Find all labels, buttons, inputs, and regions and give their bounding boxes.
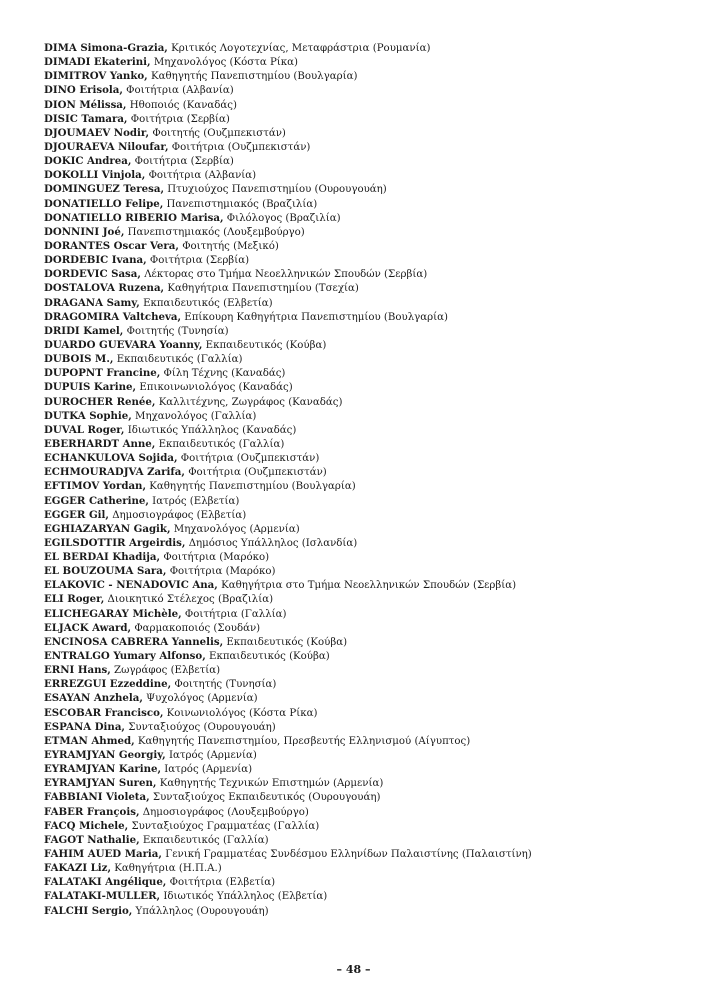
list-item: [44, 380, 684, 394]
entry-description: Γενική Γραμματέας Συνδέσμου Ελληνίδων Παλαιστίνης (Παλαιστίνη): [165, 849, 532, 861]
entry-description: Φοιτήτρια (Μαρόκο): [163, 552, 270, 564]
entry-name: DUTKA Sophie,: [44, 409, 132, 422]
list-item: [44, 635, 684, 649]
entry-description: Καθηγητής Τεχνικών Επιστημών (Αρμενία): [159, 778, 384, 790]
entry-name: FALATAKI Angélique,: [44, 876, 167, 889]
entry-description: Καθηγητής Πανεπιστημίου (Βουλγαρία): [149, 481, 356, 493]
entry-name: FABER François,: [44, 805, 140, 818]
entry-description: Υπάλληλος (Ουρουγουάη): [135, 905, 269, 917]
entry-description: Μηχανολόγος (Κόστα Ρίκα): [153, 57, 299, 69]
list-item: [44, 536, 684, 550]
list-item: [44, 182, 684, 196]
list-item: [44, 607, 684, 621]
entry-name: EGGER Gil,: [44, 508, 109, 521]
entry-name: EFTIMOV Yordan,: [44, 480, 146, 493]
entry-name: ECHMOURADJVA Zarifa,: [44, 466, 185, 479]
entry-name: ELI Roger,: [44, 593, 105, 606]
list-item: [44, 621, 684, 635]
entry-description: Φαρμακοποιός (Σουδάν): [134, 622, 261, 634]
entry-name: EGILSDOTTIR Argeirdis,: [44, 536, 186, 549]
entry-name: DRAGANA Samy,: [44, 296, 140, 309]
entry-name: DOMINGUEZ Teresa,: [44, 183, 165, 196]
entry-description: Καθηγητής Πανεπιστημίου (Βουλγαρία): [150, 71, 358, 83]
list-item: [44, 805, 684, 819]
list-item: [44, 748, 684, 762]
entry-description: Ιατρός (Αρμενία): [168, 750, 257, 762]
entry-name: DJOUMAEV Nodir,: [44, 126, 150, 139]
entry-name: DION Mélissa,: [44, 98, 127, 111]
entry-name: FACQ Michele,: [44, 819, 129, 832]
entry-description: Εκπαιδευτικός (Κούβα): [226, 636, 348, 648]
list-item: [44, 267, 684, 281]
list-item: [44, 451, 684, 465]
list-item: [44, 479, 684, 493]
list-item: [44, 889, 684, 903]
entry-name: ESCOBAR Francisco,: [44, 706, 164, 719]
list-item: [44, 83, 684, 97]
entry-name: DUBOIS M.,: [44, 353, 114, 366]
entry-description: Φίλη Τέχνης (Καναδάς): [163, 368, 286, 380]
entry-name: DOSTALOVA Ruzena,: [44, 282, 165, 295]
list-item: [44, 904, 684, 918]
entry-description: Φοιτητής (Τυνησία): [174, 679, 277, 691]
entry-name: DUARDO GUEVARA Yoanny,: [44, 338, 203, 351]
entry-name: DORDEVIC Sasa,: [44, 268, 141, 281]
entry-name: ENCINOSA CABRERA Yannelis,: [44, 635, 224, 648]
entry-description: Ψυχολόγος (Αρμενία): [146, 693, 258, 705]
name-list: [44, 41, 684, 918]
entry-description: Εκπαιδευτικός (Ελβετία): [143, 297, 273, 309]
list-item: [44, 437, 684, 451]
entry-description: Δημόσιος Υπάλληλος (Ισλανδία): [188, 537, 358, 549]
entry-name: FALATAKI-MULLER,: [44, 890, 161, 903]
entry-name: DINO Erisola,: [44, 84, 123, 97]
list-item: [44, 366, 684, 380]
list-item: [44, 395, 684, 409]
entry-name: DUROCHER Renée,: [44, 395, 156, 408]
entry-description: Εκπαιδευτικός (Γαλλία): [158, 438, 285, 450]
entry-description: Διοικητικό Στέλεχος (Βραζιλία): [107, 594, 274, 606]
list-item: [44, 338, 684, 352]
page-number: – 48 –: [336, 963, 371, 976]
list-item: [44, 508, 684, 522]
entry-description: Επικοινωνιολόγος (Καναδάς): [139, 382, 293, 394]
entry-description: Εκπαιδευτικός (Γαλλία): [142, 834, 269, 846]
entry-description: Φοιτήτρια (Μαρόκο): [169, 566, 276, 578]
list-item: [44, 663, 684, 677]
entry-description: Καθηγήτρια στο Τμήμα Νεοελληνικών Σπουδών (Σερβία): [221, 580, 517, 592]
entry-description: Συνταξιούχος (Ουρουγουάη): [128, 721, 276, 733]
entry-name: DOKIC Andrea,: [44, 155, 132, 168]
list-item: [44, 98, 684, 112]
entry-description: Ιατρός (Αρμενία): [164, 764, 253, 776]
entry-description: Φοιτήτρια (Σερβία): [130, 113, 230, 125]
entry-name: FAGOT Nathalie,: [44, 833, 140, 846]
entry-name: EL BERDAI Khadija,: [44, 551, 161, 564]
entry-name: DIMADI Ekaterini,: [44, 56, 151, 69]
entry-name: ENTRALGO Yumary Alfonso,: [44, 650, 206, 663]
entry-description: Συνταξιούχος Γραμματέας (Γαλλία): [131, 820, 320, 832]
entry-description: Φοιτήτρια (Αλβανία): [126, 85, 234, 97]
entry-name: ESAYAN Anzhela,: [44, 692, 143, 705]
entry-description: Φοιτητής (Μεξικό): [182, 240, 279, 252]
entry-name: EYRAMJYAN Suren,: [44, 777, 157, 790]
entry-name: FAKAZI Liz,: [44, 862, 111, 875]
list-item: [44, 649, 684, 663]
list-item: [44, 211, 684, 225]
list-item: [44, 69, 684, 83]
list-item: [44, 352, 684, 366]
entry-description: Φοιτήτρια (Ελβετία): [169, 877, 276, 889]
entry-description: Λέκτορας στο Τμήμα Νεοελληνικών Σπουδών (Σερβία): [144, 269, 428, 281]
list-item: [44, 734, 684, 748]
entry-name: EBERHARDT Anne,: [44, 437, 156, 450]
entry-description: Καθηγήτρια (Η.Π.Α.): [114, 863, 222, 875]
list-item: [44, 126, 684, 140]
entry-name: DOKOLLI Vinjola,: [44, 169, 146, 182]
list-item: [44, 465, 684, 479]
list-item: [44, 861, 684, 875]
entry-description: Εκπαιδευτικός (Γαλλία): [116, 354, 243, 366]
entry-description: Φοιτητής (Ουζμπεκιστάν): [152, 127, 286, 139]
list-item: [44, 578, 684, 592]
entry-description: Φοιτητής (Τυνησία): [126, 325, 229, 337]
list-item: [44, 168, 684, 182]
list-item: [44, 762, 684, 776]
list-item: [44, 819, 684, 833]
entry-description: Καθηγήτρια Πανεπιστημίου (Τσεχία): [167, 283, 359, 295]
list-item: [44, 677, 684, 691]
entry-name: ELAKOVIC - NENADOVIC Ana,: [44, 579, 218, 592]
entry-description: Ιατρός (Ελβετία): [152, 495, 240, 507]
entry-name: EL BOUZOUMA Sara,: [44, 565, 167, 578]
entry-description: Φοιτήτρια (Σερβία): [134, 156, 234, 168]
entry-description: Φοιτήτρια (Ουζμπεκιστάν): [180, 453, 320, 465]
list-item: [44, 409, 684, 423]
entry-name: DORANTES Oscar Vera,: [44, 239, 179, 252]
entry-name: DRIDI Kamel,: [44, 324, 124, 337]
entry-name: ETMAN Ahmed,: [44, 734, 135, 747]
entry-name: FALCHI Sergio,: [44, 904, 133, 917]
entry-description: Καθηγητής Πανεπιστημίου, Πρεσβευτής Ελληνισμού (Αίγυπτος): [137, 735, 471, 747]
entry-description: Φοιτήτρια (Ουζμπεκιστάν): [171, 141, 311, 153]
entry-name: ELICHEGARAY Michèle,: [44, 607, 182, 620]
entry-name: DORDEBIC Ivana,: [44, 254, 147, 267]
list-item: [44, 41, 684, 55]
entry-name: DJOURAEVA Niloufar,: [44, 140, 169, 153]
list-item: [44, 253, 684, 267]
entry-description: Ηθοποιός (Καναδάς): [129, 99, 237, 111]
entry-name: DIMA Simona-Grazia,: [44, 42, 168, 54]
list-item: [44, 550, 684, 564]
entry-name: EYRAMJYAN Georgiy,: [44, 749, 166, 762]
entry-name: DUPOPNT Francine,: [44, 367, 161, 380]
entry-name: ERREZGUI Ezzeddine,: [44, 678, 172, 691]
entry-name: ELJACK Award,: [44, 621, 132, 634]
entry-description: Εκπαιδευτικός (Κούβα): [209, 651, 330, 663]
entry-description: Φοιτήτρια (Γαλλία): [184, 608, 287, 620]
entry-description: Ζωγράφος (Ελβετία): [114, 665, 221, 677]
entry-description: Επίκουρη Καθηγήτρια Πανεπιστημίου (Βουλγαρία): [184, 311, 448, 323]
list-item: [44, 197, 684, 211]
list-item: [44, 239, 684, 253]
list-item: [44, 140, 684, 154]
entry-description: Κοινωνιολόγος (Κόστα Ρίκα): [166, 707, 318, 719]
entry-description: Φοιτήτρια (Αλβανία): [148, 170, 257, 182]
list-item: [44, 324, 684, 338]
list-item: [44, 112, 684, 126]
list-item: [44, 790, 684, 804]
entry-name: DONNINI Joé,: [44, 225, 125, 238]
entry-name: DONATIELLO Felipe,: [44, 197, 164, 210]
list-item: [44, 522, 684, 536]
entry-name: ESPANA Dina,: [44, 720, 125, 733]
entry-description: Κριτικός Λογοτεχνίας, Μεταφράστρια (Ρουμανία): [171, 43, 431, 54]
entry-description: Καλλιτέχνης, Ζωγράφος (Καναδάς): [158, 396, 343, 408]
list-item: [44, 281, 684, 295]
entry-description: Πανεπιστημιακός (Βραζιλία): [166, 198, 318, 210]
entry-name: EYRAMJYAN Karine,: [44, 763, 162, 776]
list-item: [44, 310, 684, 324]
entry-name: ECHANKULOVA Sojida,: [44, 452, 178, 465]
entry-name: DONATIELLO RIBERIO Marisa,: [44, 211, 224, 224]
list-item: [44, 833, 684, 847]
entry-description: Φοιτήτρια (Ουζμπεκιστάν): [188, 467, 327, 479]
list-item: [44, 720, 684, 734]
entry-name: DISIC Tamara,: [44, 112, 128, 125]
entry-description: Πανεπιστημιακός (Λουξεμβούργο): [127, 226, 305, 238]
entry-description: Ιδιωτικός Υπάλληλος (Ελβετία): [163, 891, 328, 903]
entry-description: Συνταξιούχος Εκπαιδευτικός (Ουρουγουάη): [152, 792, 381, 804]
entry-description: Φιλόλογος (Βραζιλία): [226, 212, 341, 224]
entry-name: EGGER Catherine,: [44, 494, 149, 507]
entry-description: Εκπαιδευτικός (Κούβα): [205, 339, 327, 351]
entry-description: Δημοσιογράφος (Λουξεμβούργο): [142, 806, 309, 818]
list-item: [44, 225, 684, 239]
entry-description: Πτυχιούχος Πανεπιστημίου (Ουρουγουάη): [167, 184, 387, 196]
entry-description: Δημοσιογράφος (Ελβετία): [112, 509, 247, 521]
list-item: [44, 847, 684, 861]
list-item: [44, 691, 684, 705]
entry-name: DUVAL Roger,: [44, 423, 125, 436]
list-item: [44, 296, 684, 310]
entry-name: DRAGOMIRA Valtcheva,: [44, 310, 182, 323]
list-item: [44, 706, 684, 720]
entry-name: FABBIANI Violeta,: [44, 791, 150, 804]
entry-description: Ιδιωτικός Υπάλληλος (Καναδάς): [127, 424, 297, 436]
list-item: [44, 423, 684, 437]
list-item: [44, 154, 684, 168]
list-item: [44, 875, 684, 889]
entry-name: ERNI Hans,: [44, 664, 111, 677]
list-item: [44, 564, 684, 578]
list-item: [44, 494, 684, 508]
entry-name: DUPUIS Karine,: [44, 381, 137, 394]
entry-description: Μηχανολόγος (Αρμενία): [173, 523, 300, 535]
list-item: [44, 592, 684, 606]
entry-description: Φοιτήτρια (Σερβία): [149, 255, 250, 267]
entry-name: EGHIAZARYAN Gagik,: [44, 522, 171, 535]
entry-name: DIMITROV Yanko,: [44, 70, 148, 83]
list-item: [44, 55, 684, 69]
entry-description: Μηχανολόγος (Γαλλία): [135, 410, 257, 422]
list-item: [44, 776, 684, 790]
entry-name: FAHIM AUED Maria,: [44, 848, 162, 861]
